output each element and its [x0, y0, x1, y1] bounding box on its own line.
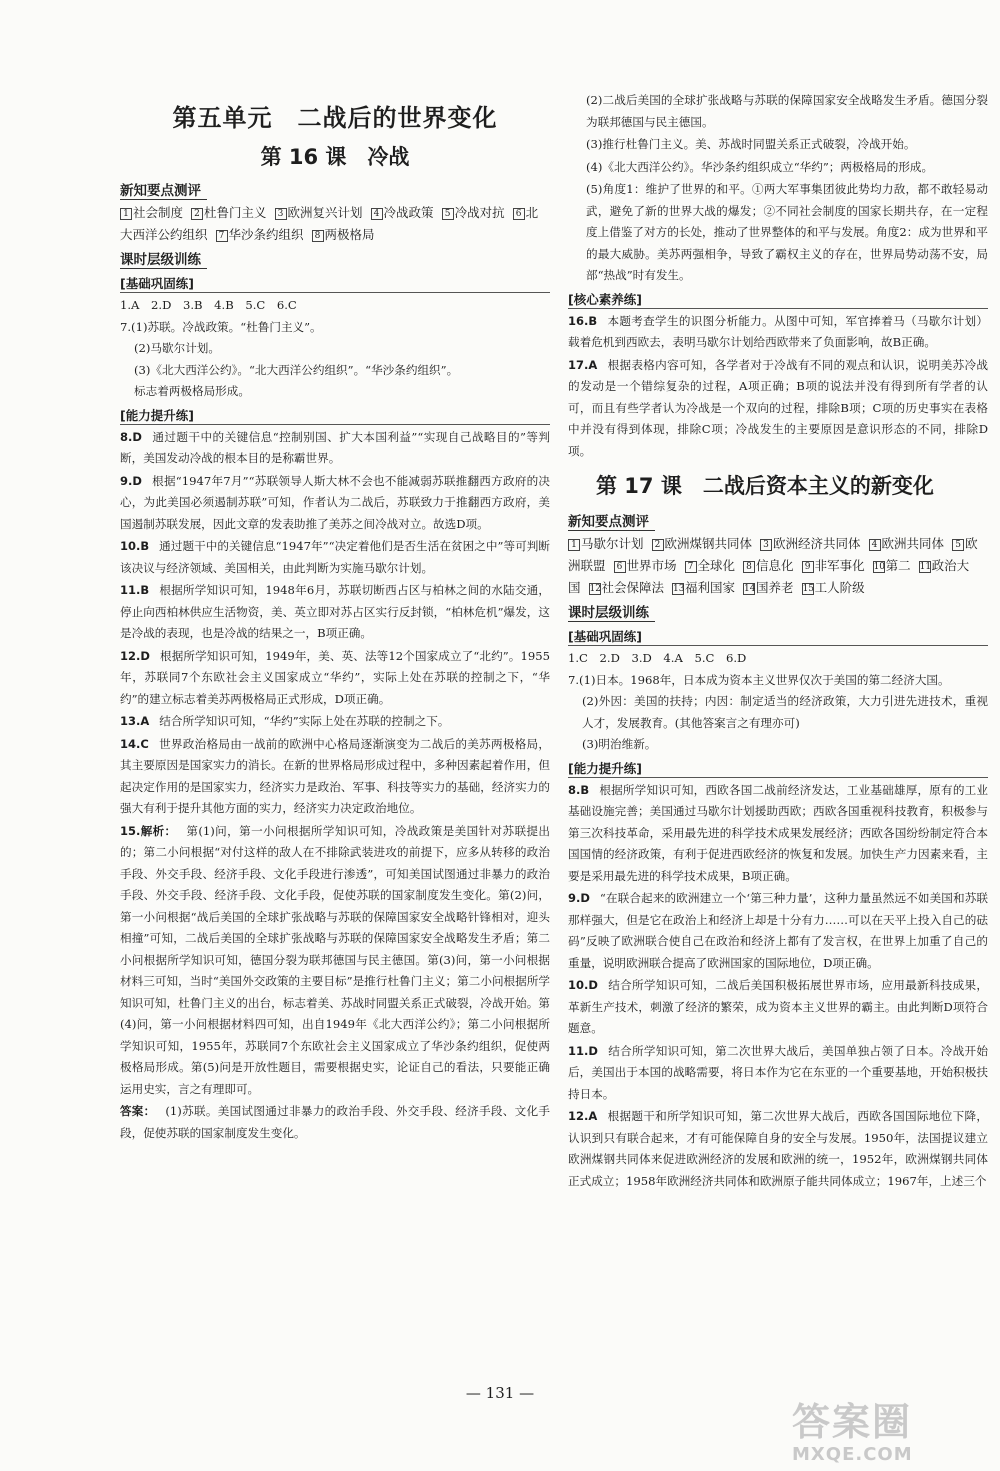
answer-item: [120, 427, 550, 470]
basic-heading: [基础巩固练]: [120, 274, 550, 293]
key-point-number: 1: [568, 539, 580, 551]
key-point: [873, 558, 911, 573]
key-point: [743, 558, 794, 573]
key-point: [672, 580, 735, 595]
answer-lead: 9.D: [568, 891, 590, 905]
key-point-number: 5: [442, 208, 454, 220]
answer-text: 根据所学知识可知，1949年，美、英、法等12个国家成立了“北约”。1955年，苏联同7个东欧社会主义国家成立“华约”，实际上处在苏联的控制之下，“华约”的建立标志着美苏两极格局正式形成，D项正确。: [120, 648, 550, 706]
key-point-number: 6: [614, 561, 626, 573]
key-point-text: 北大西洋公约组织: [120, 205, 539, 242]
key-point: [589, 580, 665, 595]
continued-answer-line: (4)《北大西洋公约》。华沙条约组织成立“华约”；两极格局的形成。: [586, 159, 934, 174]
answer-lead: 13.A: [120, 714, 150, 728]
answer-text: 本题考查学生的识图分析能力。从图中可知，军官捧着马（马歇尔计划）载着危机到西欧去，表明马歇尔计划给西欧带来了负面影响，故B正确。: [568, 313, 988, 349]
key-point-text: 杜鲁门主义: [204, 205, 267, 220]
answer-item: [120, 646, 550, 711]
right-column: [568, 90, 988, 1193]
key-point-number: 3: [760, 539, 772, 551]
answer-lead: 10.D: [568, 978, 598, 992]
key-point-text: 华沙条约组织: [228, 227, 304, 242]
continued-answer-line: (5)角度1：维护了世界的和平。①两大军事集团彼此势均力敌，都不敢轻易动武，避免了新的世界大战的爆发；②不同社会制度的国家长期共存，在一定程度上借鉴了对方的长处，推动了世界整体的和平与发展。角度2：成为世界和平的最大威胁。美苏两强相争，导致了霸权主义的存在，世界局势动荡不安，局部“热战”时有发生。: [586, 182, 988, 282]
key-point: [743, 580, 794, 595]
answer-lead: 12.A: [568, 1109, 598, 1123]
answer-lead: 11.D: [568, 1043, 598, 1058]
q7-line: (3)明治维新。: [582, 737, 657, 751]
key-point-text: 国养老: [756, 580, 794, 595]
answer-lead: 8.B: [568, 782, 590, 797]
basic-heading: [基础巩固练]: [568, 627, 988, 646]
key-point-number: 15: [802, 584, 815, 594]
key-point-text: 第二: [885, 558, 911, 573]
watermark-logo-text: 答案圈: [792, 1400, 913, 1444]
key-point-number: 5: [952, 539, 964, 551]
answer-item: [568, 780, 988, 888]
watermark-logo: [792, 1400, 982, 1466]
key-point-number: 7: [685, 561, 697, 573]
page-number: — 131 —: [465, 1384, 535, 1402]
key-point-text: 非军事化: [814, 558, 865, 573]
new-knowledge-heading: 新知要点测评: [120, 179, 207, 200]
new-knowledge-heading: 新知要点测评: [568, 510, 655, 531]
answer-lead: 答案：: [120, 1104, 156, 1118]
key-point-number: 13: [673, 584, 685, 594]
key-point-number: 1: [120, 208, 132, 220]
key-point-number: 10: [873, 562, 886, 572]
key-point-text: 世界市场: [626, 558, 677, 573]
answer-item: [120, 734, 550, 820]
key-point-text: 工人阶级: [814, 580, 865, 595]
key-point-text: 欧洲复兴计划: [287, 205, 363, 220]
unit-title: 第五单元 二战后的世界变化: [172, 104, 498, 132]
watermark-url: MXQE.COM: [792, 1444, 913, 1465]
key-point: [442, 205, 505, 220]
key-point-number: 2: [191, 208, 203, 220]
core-heading: [核心素养练]: [568, 290, 988, 309]
key-point: [685, 558, 736, 573]
key-point-number: 11: [919, 562, 932, 572]
key-point-number: 4: [869, 539, 881, 551]
answer-text: 根据所学知识可知，1948年6月，苏联切断西占区与柏林之间的水陆交通，停止向西柏林供应生活物资，美、英立即对苏占区实行反封锁，“柏林危机”爆发，这是冷战的表现，也是冷战的结果之一，B项正确。: [120, 583, 550, 640]
answer-item: [120, 536, 550, 579]
answer-text: 结合所学知识可知，第二次世界大战后，美国单独占领了日本。冷战开始后，美国出于本国的战略需要，将日本作为它在东亚的一个重要基地，开始积极扶持日本。: [568, 1043, 988, 1101]
answer-lead: 15.解析：: [120, 823, 177, 838]
answer-lead: 14.C: [120, 736, 149, 751]
key-point: [312, 227, 375, 242]
answer-text: 通过题干中的关键信息“1947年”“决定着他们是否生活在贫困之中”等可判断该决议与经济领域、美国相关，由此判断为实施马歇尔计划。: [120, 539, 550, 575]
answer-item: [120, 711, 550, 733]
key-point-text: 社会制度: [133, 205, 184, 220]
key-point: [216, 227, 304, 242]
basic-answers: 1.A 2.D 3.B 4.B 5.C 6.C: [120, 298, 297, 312]
answer-item: [120, 1101, 550, 1144]
key-point-text: 冷战对抗: [454, 205, 505, 220]
key-point-text: 欧洲经济共同体: [773, 536, 861, 551]
answer-lead: 9.D: [120, 473, 142, 488]
key-point-number: 3: [275, 208, 287, 220]
key-point-text: 福利国家: [685, 580, 736, 595]
lesson-16-title: 第 16 课 冷战: [260, 145, 410, 169]
improve-items-16: [120, 427, 550, 1145]
answer-item: [568, 355, 988, 463]
key-point: [614, 558, 677, 573]
practice-heading: 课时层级训练: [120, 248, 207, 269]
left-column: [120, 92, 550, 1145]
answer-text: 通过题干中的关键信息“控制别国、扩大本国利益”“实现自己战略目的”等判断，美国发动冷战的根本目的是称霸世界。: [120, 429, 550, 465]
key-point-text: 冷战政策: [383, 205, 434, 220]
answer-item: [568, 1106, 988, 1192]
key-point-number: 4: [371, 208, 383, 220]
q7-line: 7.(1)日本。1968年，日本成为资本主义世界仅次于美国的第二经济大国。: [568, 672, 950, 687]
answer-item: [120, 471, 550, 536]
key-point-number: 7: [216, 230, 228, 242]
answer-item: [568, 311, 988, 354]
key-point-number: 12: [589, 584, 601, 594]
answer-item: [120, 821, 550, 1101]
key-point: [568, 536, 644, 551]
key-point: [760, 536, 861, 551]
answer-text: (1)苏联。美国试图通过非暴力的政治手段、外交手段、经济手段、文化手段，促使苏联的国家制度发生变化。: [120, 1104, 550, 1140]
key-point-number: 2: [652, 539, 664, 551]
key-point: [802, 558, 865, 573]
answer-item: [568, 888, 988, 974]
practice-heading: 课时层级训练: [568, 601, 655, 622]
key-point-text: 欧洲联盟: [568, 536, 978, 573]
key-point: [869, 536, 945, 551]
answer-item: [120, 580, 550, 645]
answer-lead: 12.D: [120, 648, 150, 663]
answer-lead: 11.B: [120, 583, 150, 597]
key-point-text: 欧洲煤钢共同体: [664, 536, 753, 551]
key-point: [275, 205, 363, 220]
continued-answer-line: (3)推行杜鲁门主义。美、苏战时同盟关系正式破裂，冷战开始。: [586, 137, 916, 151]
core-items-16: [568, 311, 988, 463]
answer-lead: 8.D: [120, 429, 142, 444]
answer-text: 根据题干和所学知识可知，第二次世界大战后，西欧各国国际地位下降，认识到只有联合起来，才有可能保障自身的安全与发展。1950年，法国提议建立欧洲煤钢共同体来促进欧洲经济的发展和欧洲的统一，1952年，欧洲煤钢共同体正式成立；1958年欧洲经济共同体和欧洲原子能共同体成立；1967年，上述三个: [568, 1109, 988, 1188]
answer-lead: 16.B: [568, 313, 598, 328]
answer-text: 第(1)问，第一小问根据所学知识可知，冷战政策是美国针对苏联提出的；第二小问根据“对付这样的敌人在不排除武装进攻的前提下，应多从转移的政治手段、外交手段、经济手段、文化手段进行渗透”，可知美国试图通过非暴力的政治手段、外交手段、经济手段、文化手段，促使苏联的国家制度发生变化。第(2)问，第一小问根据“战后美国的全球扩张战略与苏联的保障国家安全战略针锋相对，迎头相撞”可知，二战后美国的全球扩张战略与苏联的保障国家安全战略发生矛盾；第二小问根据所学知识可知，德国分裂为联邦德国与民主德国。第(3)问，第一小问根据材料三可知，当时“美国外交政策的主要目标”是推行杜鲁门主义；第二小问根据所学知识可知，杜鲁门主义的出台，标志着美、苏战时同盟关系正式破裂，冷战开始。第(4)问，第一小问根据材料四可知，出自1949年《北大西洋公约》；第二小问根据所学知识可知，1955年，苏联同7个东欧社会主义国家成立了华沙条约组织，促使两极格局形成。第(5)问是开放性题目，需要根据史实，论证自己的看法，只要能正确运用史实，言之有理即可。: [120, 823, 550, 1096]
improve-heading: [能力提升练]: [568, 759, 988, 778]
continued-answer-line: (2)二战后美国的全球扩张战略与苏联的保障国家安全战略发生矛盾。德国分裂为联邦德国与民主德国。: [586, 93, 988, 129]
key-points-16: [120, 202, 550, 246]
improve-heading: [能力提升练]: [120, 406, 550, 425]
q7-line: (3)《北大西洋公约》。“北大西洋公约组织”。“华沙条约组织”。: [134, 362, 459, 377]
key-point: [802, 580, 865, 595]
key-point-text: 政治大国: [568, 558, 970, 595]
answer-lead: 17.A: [568, 357, 598, 372]
answer-item: [568, 975, 988, 1040]
improve-items-17: [568, 780, 988, 1193]
answer-lead: 10.B: [120, 539, 150, 553]
key-point-number: 8: [312, 230, 324, 242]
q7-line: 7.(1)苏联。冷战政策。“杜鲁门主义”。: [120, 319, 322, 334]
answer-text: 根据所学知识可知，西欧各国二战前经济发达，工业基础雄厚，原有的工业基础设施完善；美国通过马歇尔计划援助西欧；西欧各国重视科技教育，积极参与第三次科技革命，采用最先进的科学技术成果发展经济；西欧各国纷纷制定符合本国国情的经济政策，有利于促进西欧经济的恢复和发展。加快生产力因素来看，主要是采用最先进的科学技术成果，B项正确。: [568, 782, 988, 883]
basic-answers: 1.C 2.D 3.D 4.A 5.C 6.D: [568, 651, 747, 665]
key-point-text: 欧洲共同体: [881, 536, 945, 551]
key-point-text: 社会保障法: [601, 580, 665, 595]
q7-line: (2)马歇尔计划。: [134, 341, 220, 355]
key-point-number: 8: [743, 561, 755, 573]
continued-answers-16: [568, 90, 988, 287]
key-point: [652, 536, 753, 551]
key-point: [371, 205, 434, 220]
key-point-text: 两极格局: [324, 227, 375, 242]
answer-item: [568, 1041, 988, 1106]
key-point-number: 6: [513, 208, 525, 220]
answer-text: 结合所学知识可知，二战后美国积极拓展世界市场，应用最新科技成果，革新生产技术，刺激了经济的繁荣，成为资本主义世界的霸主。由此判断D项符合题意。: [568, 978, 988, 1035]
key-point: [120, 205, 183, 220]
key-point-text: 信息化: [756, 558, 794, 573]
answer-text: “在联合起来的欧洲建立一个‘第三种力量’，这种力量虽然远不如美国和苏联那样强大，但是它在政治上和经济上却是十分有力……可以在天平上投入自己的砝码”反映了欧洲联合使自己在政治和经济上都有了发言权，在世界上加重了自己的重量，说明欧洲联合提高了欧洲国家的国际地位，D项正确。: [568, 891, 988, 970]
q7-line: 标志着两极格局形成。: [134, 384, 250, 398]
answer-text: 根据“1947年7月”“苏联领导人斯大林不会也不能减弱苏联推翻西方政府的决心，为此美国必须遏制苏联”可知，作者认为二战后，苏联致力于推翻西方政府，美国遏制苏联发展，因此文章的发表助推了美苏之间冷战对立。故选D项。: [120, 473, 550, 531]
q7-line: (2)外因：美国的扶持；内因：制定适当的经济政策，大力引进先进技术，重视人才，发展教育。(其他答案言之有理亦可): [582, 694, 988, 730]
answer-text: 根据表格内容可知，各学者对于冷战有不同的观点和认识，说明美苏冷战的发动是一个错综复杂的过程，A项正确；B项的说法并没有得到所有学者的认可，而且有些学者认为冷战是一个双向的过程，排除B项；C项的历史事实在表格中并没有得到体现，排除C项；冷战发生的主要原因是意识形态的不同，排除D项。: [568, 357, 988, 458]
key-point-text: 全球化: [697, 558, 736, 573]
key-point-number: 9: [802, 561, 814, 573]
key-point: [191, 205, 267, 220]
key-point-number: 14: [744, 584, 756, 594]
answer-text: 结合所学知识可知，“华约”实际上处在苏联的控制之下。: [159, 714, 450, 728]
key-point-text: 马歇尔计划: [581, 536, 644, 551]
lesson-17-title: 第 17 课 二战后资本主义的新变化: [596, 474, 934, 498]
answer-text: 世界政治格局由一战前的欧洲中心格局逐渐演变为二战后的美苏两极格局，其主要原因是国家实力的消长。在新的世界格局形成过程中，多种因素起着作用，但起决定作用的是国家实力，经济实力是政治、军事、科技等实力的基础，经济实力的强大有利于提升其他方面的实力，经济实力决定政治地位。: [120, 736, 550, 815]
key-points-17: [568, 533, 988, 599]
